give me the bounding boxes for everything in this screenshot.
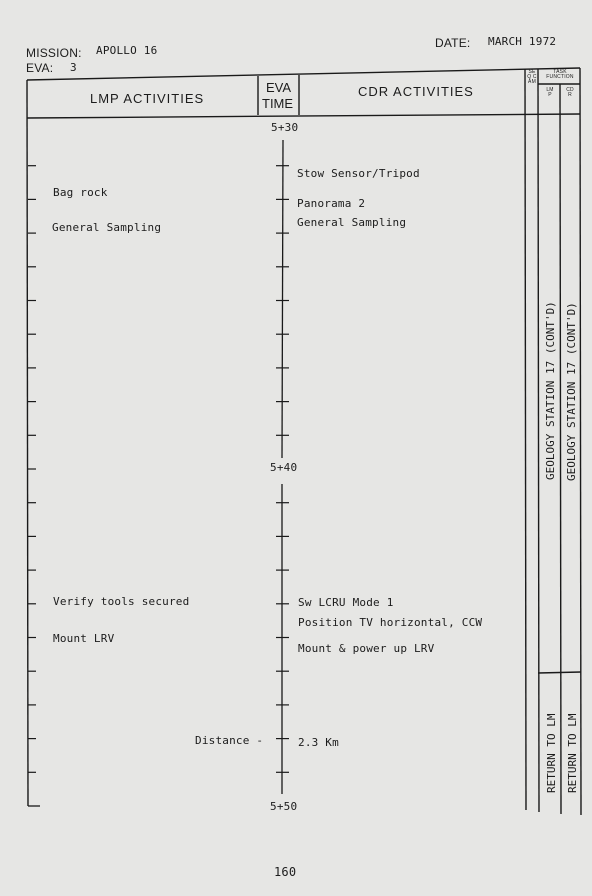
time-end: 5+50 bbox=[270, 800, 298, 813]
date-value: MARCH 1972 bbox=[488, 35, 557, 48]
lmp-activities-header: LMP ACTIVITIES bbox=[90, 91, 205, 106]
eva-time-header-line1: EVA bbox=[266, 80, 292, 95]
lmp-task-return: RETURN TO LM bbox=[545, 713, 558, 793]
distance-label: Distance - bbox=[195, 734, 264, 747]
cdr-panorama: Panorama 2 bbox=[297, 197, 366, 210]
page-number: 160 bbox=[274, 865, 297, 879]
lmp-verify-tools: Verify tools secured bbox=[53, 595, 190, 608]
lmp-task-geology: GEOLOGY STATION 17 (CONT'D) bbox=[544, 301, 557, 480]
lmp-general-sampling: General Sampling bbox=[52, 221, 162, 234]
eva-time-header-line2: TIME bbox=[262, 96, 294, 111]
time-start: 5+30 bbox=[271, 121, 299, 134]
eva-value: 3 bbox=[70, 61, 77, 74]
cdr-sw-lcru: Sw LCRU Mode 1 bbox=[298, 596, 394, 609]
cdr-mount-power: Mount & power up LRV bbox=[298, 642, 435, 655]
cdr-task-geology: GEOLOGY STATION 17 (CONT'D) bbox=[565, 302, 578, 481]
task-cdr-subheader: CDR bbox=[566, 87, 574, 98]
cdr-position-tv: Position TV horizontal, CCW bbox=[298, 616, 483, 629]
date-label: DATE: bbox=[435, 36, 471, 50]
cdr-distance-value: 2.3 Km bbox=[298, 736, 339, 749]
lmp-mount-lrv: Mount LRV bbox=[53, 632, 115, 645]
mission-value: APOLLO 16 bbox=[96, 44, 158, 57]
lmp-bag-rock: Bag rock bbox=[53, 186, 108, 199]
cdr-task-return: RETURN TO LM bbox=[566, 713, 579, 793]
cdr-stow-sensor: Stow Sensor/Tripod bbox=[297, 167, 420, 180]
mission-label: MISSION: bbox=[26, 46, 82, 60]
time-mid: 5+40 bbox=[270, 461, 298, 474]
task-function-header: TASK FUNCTION bbox=[546, 69, 574, 80]
eva-label: EVA: bbox=[26, 61, 54, 75]
task-lmp-subheader: LMP bbox=[546, 87, 554, 98]
cdr-general-sampling: General Sampling bbox=[297, 216, 407, 229]
seq-cam-header: SEQ CAM bbox=[527, 69, 537, 85]
cdr-activities-header: CDR ACTIVITIES bbox=[358, 84, 474, 99]
